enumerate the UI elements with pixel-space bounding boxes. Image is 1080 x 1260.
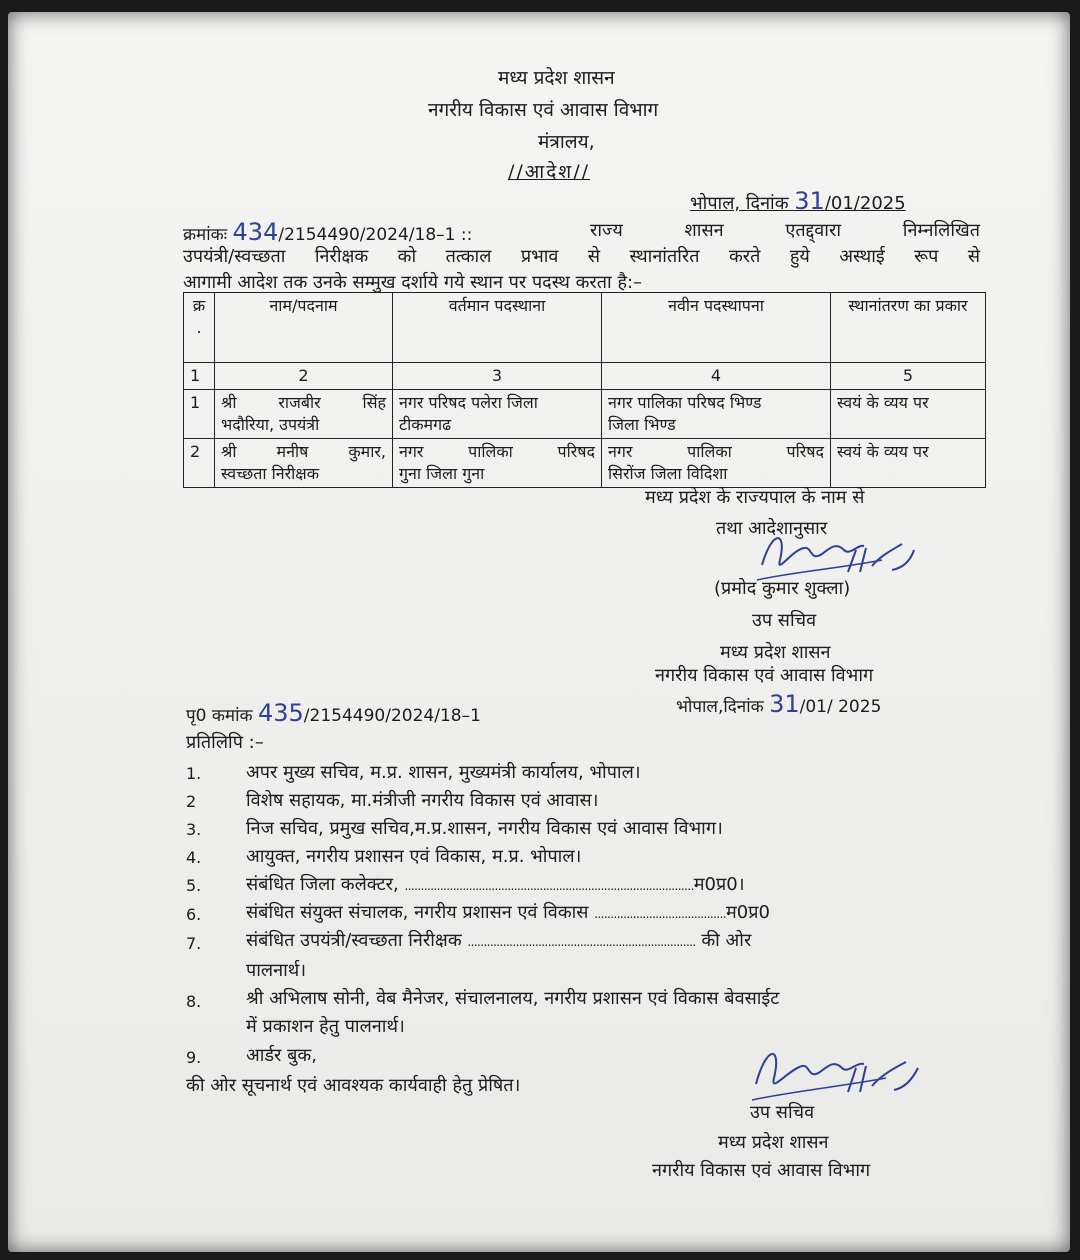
date-prefix: भोपाल, दिनांक [690,193,789,214]
sign1-line1: मध्य प्रदेश के राज्यपाल के नाम से [645,487,865,508]
header-current-posting: वर्तमान पदस्थाना [393,293,602,363]
row-current-posting: नगर पालिका परिषद गुना जिला गुना [393,439,602,488]
list-item: आयुक्त, नगरीय प्रशासन एवं विकास, म.प्र. भोपाल। [246,846,582,867]
list-item-continued: पालनार्थ। [246,960,307,981]
row-name: श्री राजबीर सिंह भदौरिया, उपयंत्री [215,390,393,439]
list-number: 6. [186,905,202,924]
list-item: संबंधित जिला कलेक्टर, ..........................................................................................म0प्र0। [246,874,745,895]
sign1-date-day-handwritten: 31 [769,690,800,718]
transfer-table [183,292,986,488]
sign2-department: नगरीय विकास एवं आवास विभाग [652,1160,871,1181]
row-sn: 1 [184,390,215,439]
date-rest: /01/2025 [824,193,906,214]
sign1-name: (प्रमोद कुमार शुक्ला) [714,578,851,599]
col-number: 4 [602,363,831,390]
row-name: श्री मनीष कुमार, स्वच्छता निरीक्षक [215,439,393,488]
reference-num-handwritten: 434 [232,218,279,246]
list-number: 1. [186,764,202,783]
list-item-continued: में प्रकाशन हेतु पालनार्थ। [246,1016,405,1037]
sign1-government: मध्य प्रदेश शासन [720,642,831,663]
list-number: 3. [186,820,202,839]
header-sn: क्र . [184,293,215,363]
header-name: नाम/पदनाम [215,293,393,363]
list-item: विशेष सहायक, मा.मंत्रीजी नगरीय विकास एवं आवास। [246,790,599,811]
sign1-line2: तथा आदेशानुसार [716,518,828,539]
row-transfer-type: स्वयं के व्यय पर [831,390,986,439]
list-number: 9. [186,1048,202,1067]
header-ministry: मंत्रालय, [538,131,595,153]
table-row [184,390,986,439]
col-number: 2 [215,363,393,390]
body-line-1: राज्य शासन एतद्द्वारा निम्नलिखित [590,220,980,241]
list-number: 5. [186,876,202,895]
table-number-row [184,363,986,390]
list-number: 4. [186,848,202,867]
reference-label: क्रमांकः [183,225,228,245]
reference2-label: पृ0 कमांक [186,706,253,726]
list-number: 7. [186,934,202,953]
reference2-rest: /2154490/2024/18–1 [303,706,481,726]
header-government: मध्य प्रदेश शासन [498,67,615,89]
list-item: श्री अभिलाष सोनी, वेब मैनेजर, संचालनालय, नगरीय प्रशासन एवं विकास बेवसाईट [246,988,780,1009]
sign2-government: मध्य प्रदेश शासन [718,1132,829,1153]
body-line-3: आगामी आदेश तक उनके सम्मुख दर्शाये गये स्थान पर पदस्थ करता है:– [183,272,643,293]
order-title: //आदेश// [508,161,591,183]
sign1-designation: उप सचिव [752,610,817,631]
sign2-designation: उप सचिव [750,1102,815,1123]
reference2-number [186,699,481,727]
list-number: 2 [186,792,197,811]
row-current-posting: नगर परिषद पलेरा जिला टीकमगढ [393,390,602,439]
list-item: आर्डर बुक, [246,1045,317,1066]
row-sn: 2 [184,439,215,488]
reference-rest: /2154490/2024/18–1 :: [278,225,473,245]
sign1-department: नगरीय विकास एवं आवास विभाग [655,665,874,686]
sign1-date [676,690,881,718]
closing-line: की ओर सूचनार्थ एवं आवश्यक कार्यवाही हेतु प्रेषित। [186,1075,521,1096]
date-line [690,187,906,215]
col-number: 5 [831,363,986,390]
list-number: 8. [186,992,202,1011]
signature-mark-2 [748,1036,928,1108]
reference-number [183,218,472,246]
list-item: निज सचिव, प्रमुख सचिव,म.प्र.शासन, नगरीय विकास एवं आवास विभाग। [246,818,723,839]
list-item: संबंधित संयुक्त संचालक, नगरीय प्रशासन एवं विकास .........................................म0प्र0 [246,902,770,923]
row-new-posting: नगर पालिका परिषद सिरोंज जिला विदिशा [602,439,831,488]
reference2-num-handwritten: 435 [257,699,304,727]
sign1-date-prefix: भोपाल,दिनांक [676,697,764,717]
col-number: 3 [393,363,602,390]
header-transfer-type: स्थानांतरण का प्रकार [831,293,986,363]
sign1-date-rest: /01/ 2025 [799,697,882,717]
copy-label: प्रतिलिपि :– [186,732,264,753]
table-header-row [184,293,986,363]
table-row [184,439,986,488]
list-item: अपर मुख्य सचिव, म.प्र. शासन, मुख्यमंत्री कार्यालय, भोपाल। [246,762,641,783]
list-item: संबंधित उपयंत्री/स्वच्छता निरीक्षक ....................................................................... की ओर [246,930,752,951]
header-new-posting: नवीन पदस्थापना [602,293,831,363]
row-new-posting: नगर पालिका परिषद भिण्ड जिला भिण्ड [602,390,831,439]
body-line-2: उपयंत्री/स्वच्छता निरीक्षक को तत्काल प्रभाव से स्थानांतरित करते हुये अस्थाई रूप से [183,246,980,267]
row-transfer-type: स्वयं के व्यय पर [831,439,986,488]
header-department: नगरीय विकास एवं आवास विभाग [428,99,659,121]
date-day-handwritten: 31 [794,187,825,215]
col-number: 1 [184,363,215,390]
